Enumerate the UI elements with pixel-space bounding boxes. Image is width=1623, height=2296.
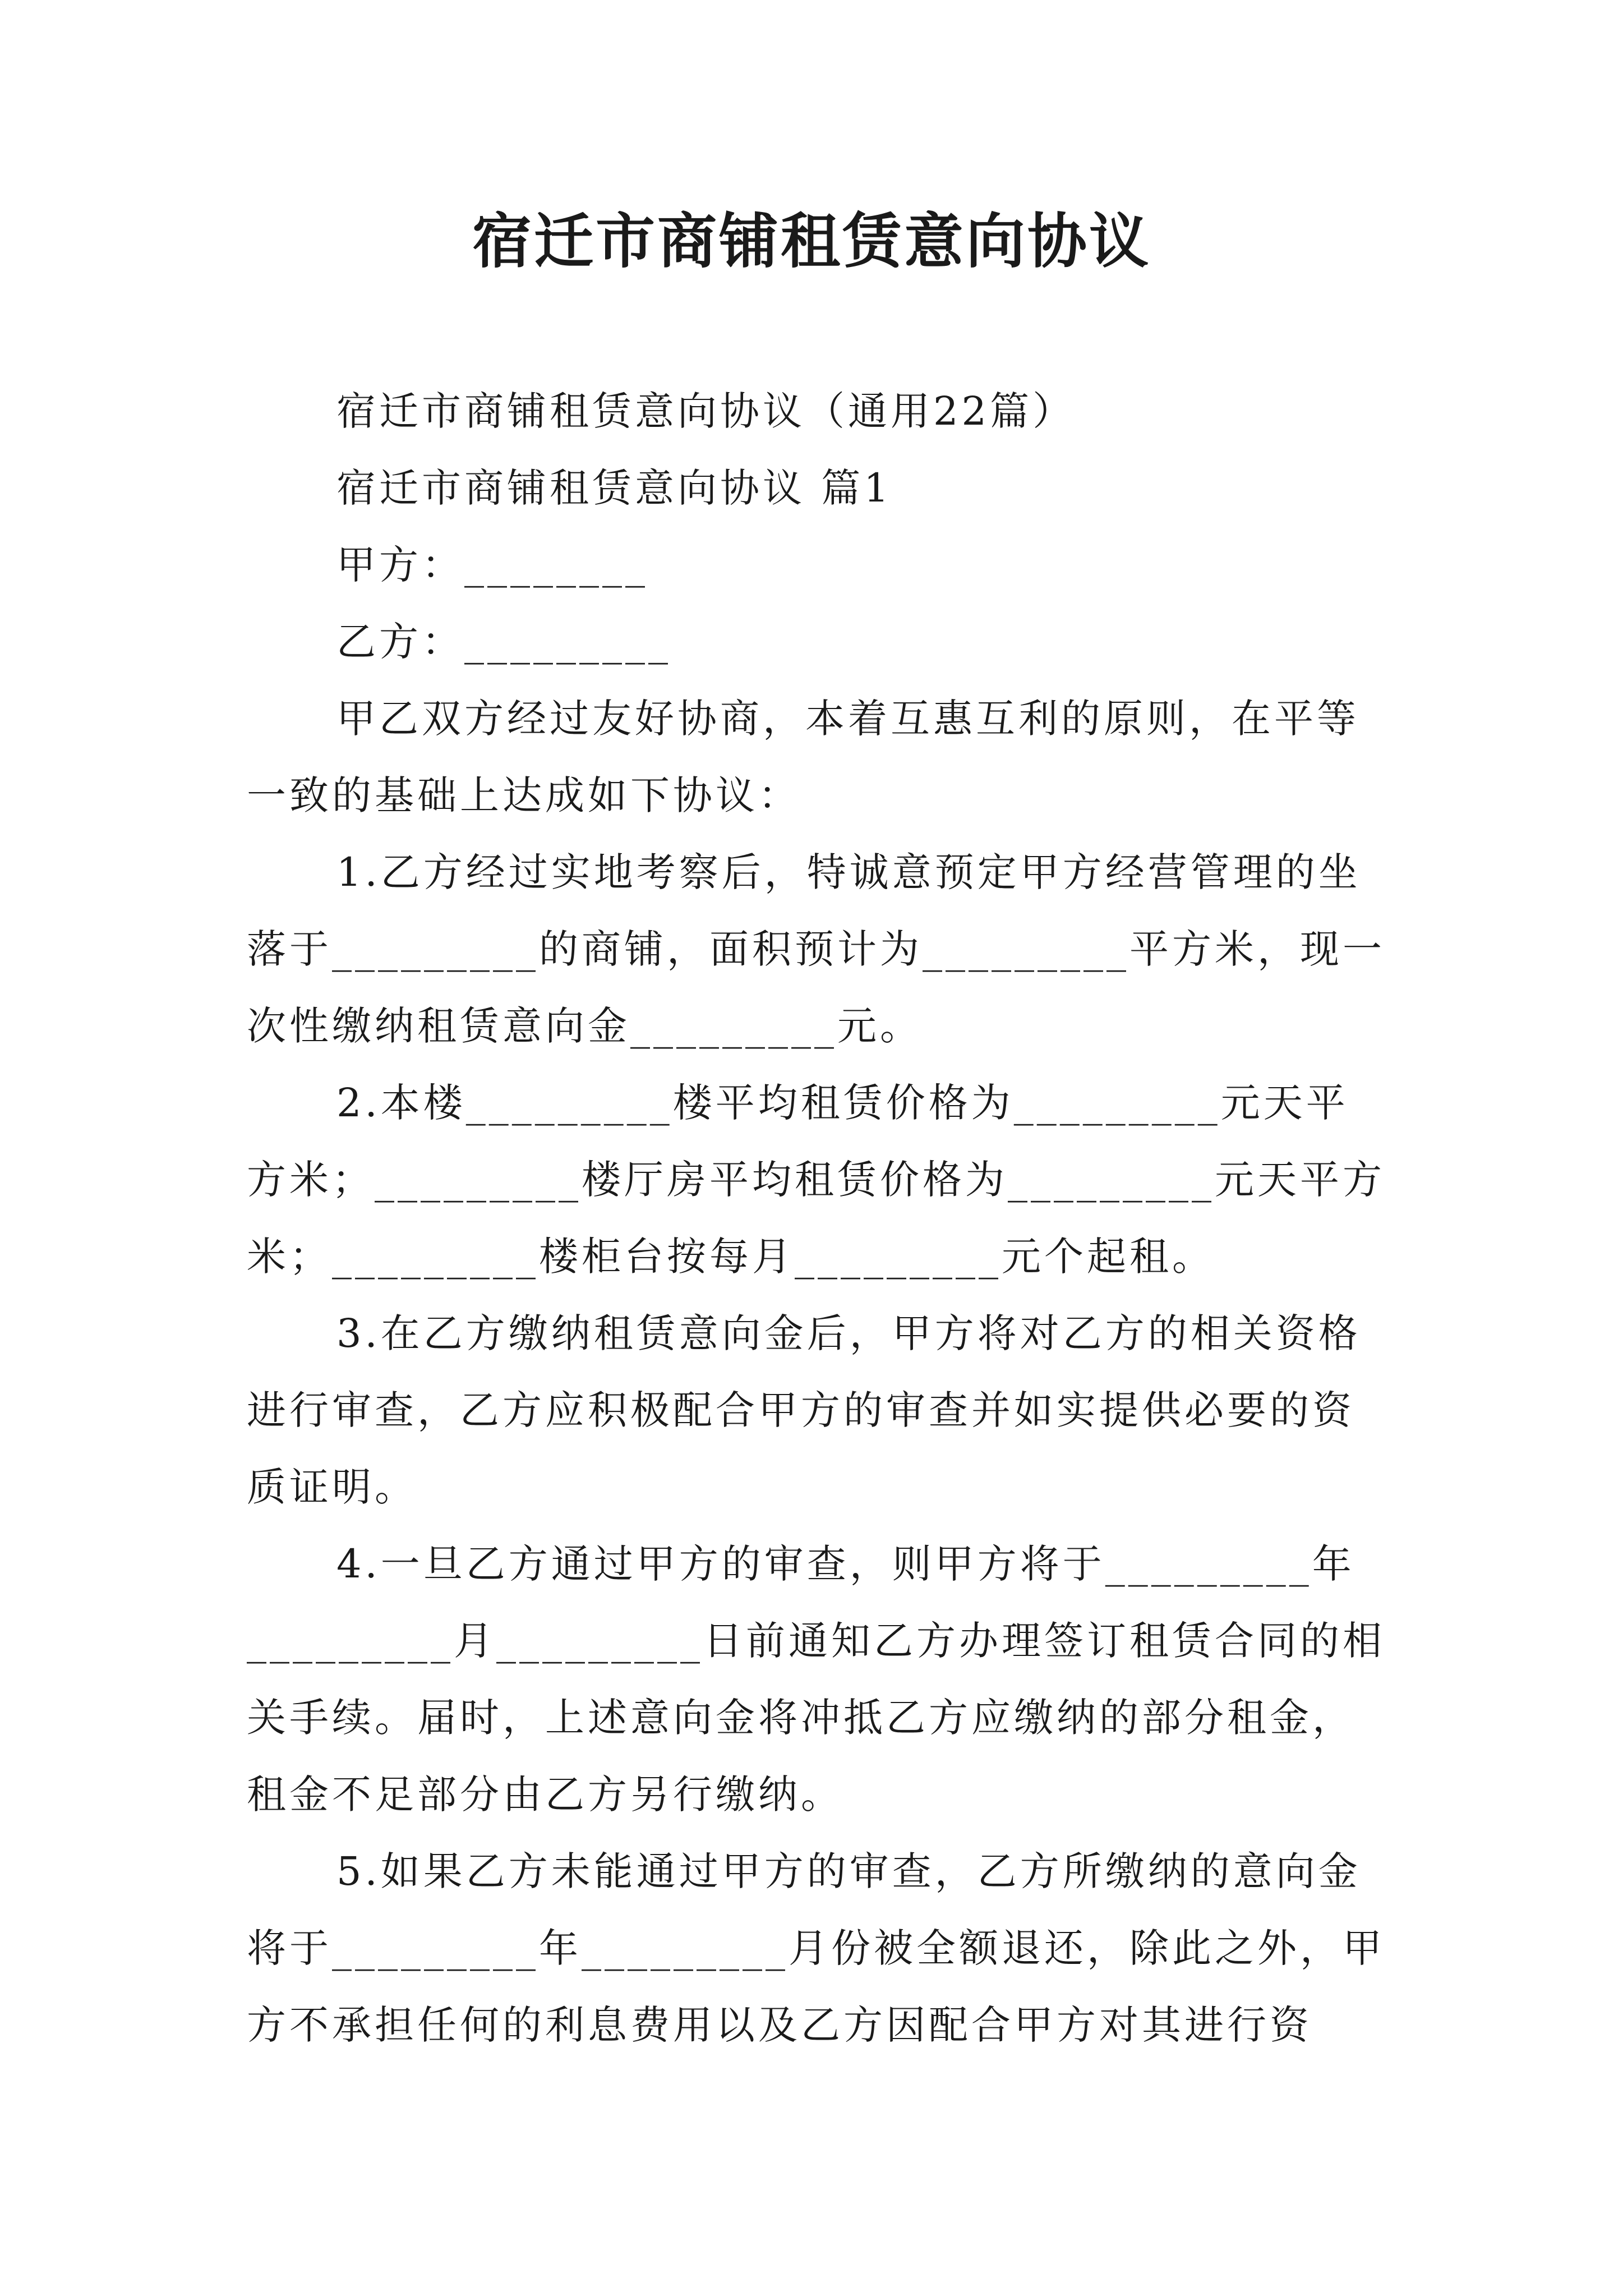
party-b-line: 乙方：_________	[336, 619, 671, 665]
clause-2: 2.本楼_________楼平均租赁价格为_________元天平方米；_________楼厅房平均租赁价格为_________元天平方米；_________楼柜台按每月_________元个起租。	[247, 1080, 1385, 1280]
party-a-line: 甲方：________	[336, 542, 648, 588]
clause-5: 5.如果乙方未能通过甲方的审查，乙方所缴纳的意向金将于_________年_________月份被全额退还，除此之外，甲方不承担任何的利息费用以及乙方因配合甲方对其进行资	[247, 1848, 1385, 2048]
section-heading: 宿迁市商铺租赁意向协议 篇1	[336, 465, 892, 511]
clause-4: 4.一旦乙方通过甲方的审查，则甲方将于_________年_________月_________日前通知乙方办理签订租赁合同的相关手续。届时，上述意向金将冲抵乙方应缴纳的部分租金，租金不足部分由乙方另行缴纳。	[247, 1541, 1385, 1818]
document-body	[247, 373, 1385, 2064]
clause-3: 3.在乙方缴纳租赁意向金后，甲方将对乙方的相关资格进行审查，乙方应积极配合甲方的审查并如实提供必要的资质证明。	[247, 1310, 1361, 1510]
clause-1: 1.乙方经过实地考察后，特诚意预定甲方经营管理的坐落于_________的商铺，面积预计为_________平方米，现一次性缴纳租赁意向金_________元。	[247, 849, 1385, 1049]
document-subtitle: 宿迁市商铺租赁意向协议（通用22篇）	[336, 388, 1076, 434]
document-title: 宿迁市商铺租赁意向协议	[472, 206, 1151, 276]
intro-paragraph: 甲乙双方经过友好协商，本着互惠互利的原则，在平等一致的基础上达成如下协议：	[247, 696, 1359, 818]
